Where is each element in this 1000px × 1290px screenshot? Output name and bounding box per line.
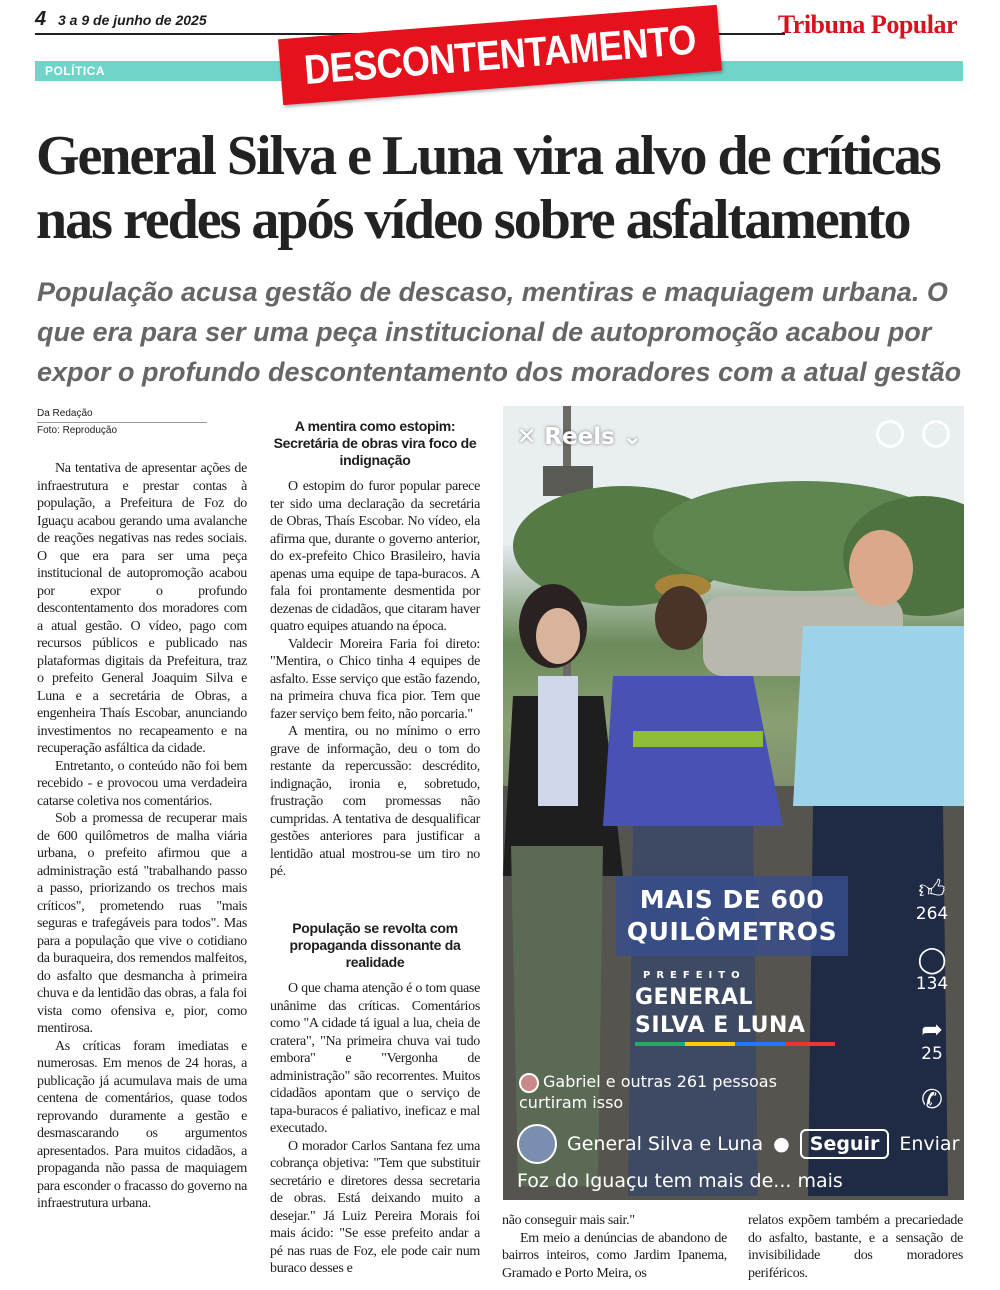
topic-stamp bbox=[278, 5, 722, 105]
avatar bbox=[519, 1073, 539, 1093]
profile-icon bbox=[922, 420, 950, 448]
article-column-2 bbox=[270, 478, 480, 881]
topic-stamp-text: DESCONTENTAMENTO bbox=[302, 15, 698, 94]
headline-line-1: General Silva e Luna vira alvo de críticas bbox=[36, 125, 940, 187]
search-icon bbox=[876, 420, 904, 448]
account-row bbox=[517, 1124, 959, 1164]
reels-top-icons bbox=[876, 420, 950, 448]
section-label: POLÍTICA bbox=[45, 64, 105, 78]
overlay-line-2: QUILÔMETROS bbox=[626, 917, 838, 946]
paragraph: A mentira, ou no mínimo o erro grave de informação, deu o tom do restante da repercussão: descrédito, indignação, ironia e, sobretudo, frustração com promessas não cumpridas. A tentativa de desqualificar gestões anteriores para justificar a lentidão atual mostrou-se um tiro no pé. bbox=[270, 724, 480, 879]
article-column-3 bbox=[502, 1212, 727, 1282]
article-photo bbox=[503, 406, 964, 1200]
whatsapp-icon: ✆ bbox=[921, 1085, 943, 1115]
byline-rule bbox=[37, 422, 207, 423]
photo-credit: Foto: Reprodução bbox=[37, 425, 118, 436]
liked-by bbox=[519, 1072, 849, 1112]
article-column-4 bbox=[748, 1212, 963, 1282]
paragraph: Em meio a denúncias de abandono de bairros inteiros, como Jardim Ipanema, Gramado e Porto Meira, os bbox=[502, 1230, 727, 1281]
paragraph: O estopim do furor popular parece ter sido uma declaração da secretária de Obras, Thaís Escobar. No vídeo, ela afirma que, durante o governo anterior, do ex-prefeito Chico Brasileiro, havia apenas uma equipe de tapa-buracos. A fala foi prontamente desmentida por dezenas de cidadãos, que citaram haver quatro equipes atuando na época. bbox=[270, 479, 480, 634]
byline: Da Redação bbox=[37, 408, 93, 419]
overlay-caption-box bbox=[616, 876, 848, 956]
paragraph: As críticas foram imediatas e numerosas. Em menos de 24 horas, a publicação já acumulava mais de uma centena de comentários, quase todos reprovando duramente a gestão e desmascarando os argumentos apresentados. Para muitos cidadãos, a propaganda não passa de maquiagem para esconder o fracasso do governo na infraestrutura urbana. bbox=[37, 1038, 247, 1211]
newspaper-brand: Tribuna Popular bbox=[777, 10, 957, 39]
reels-side-actions bbox=[912, 876, 952, 1114]
share-icon: ➦ bbox=[921, 1015, 943, 1045]
prefeito-label: PREFEITO bbox=[643, 970, 746, 981]
paragraph: relatos expõem também a precariedade do asfalto, bastante, e a sensação de invisibilidade dos moradores periféricos. bbox=[748, 1213, 963, 1281]
paragraph: não conseguir mais sair." bbox=[502, 1213, 635, 1228]
paragraph: O que chama atenção é o tom quase unânime das críticas. Comentários como "A cidade tá igual a lua, cheia de cratera", "Na primeira chuva vai tudo embora" e "Vergonha de administração" são recorrentes. Muitos cidadãos apontam que o serviço de tapa-buracos é paliativo, ineficaz e mal executado. bbox=[270, 981, 480, 1136]
issue-date: 3 a 9 de junho de 2025 bbox=[58, 12, 207, 28]
headline bbox=[36, 124, 966, 252]
reels-header: ✕ Reels ⌄ bbox=[517, 424, 643, 450]
subheadline: População acusa gestão de descaso, mentiras e maquiagem urbana. O que era para ser uma peça institucional de autopromoção acabou por expor o profundo descontentamento dos moradores com a atual gestão bbox=[37, 277, 962, 387]
mayor-name-line-2: SILVA E LUNA bbox=[635, 1013, 806, 1038]
mayor-name-logo bbox=[635, 984, 805, 1040]
reels-label: Reels bbox=[544, 424, 615, 450]
logo-color-stripe bbox=[635, 1042, 835, 1046]
paragraph: Na tentativa de apresentar ações de infraestrutura e prestar contas à população, a Prefeitura de Foz do Iguaçu acabou gerando uma avalanche de reações negativas nas redes sociais. O que era para ser uma peça institucional de autopromoção acabou por expor o profundo descontentamento dos moradores com a atual gestão. O vídeo, pago com recursos públicos e publicado nas plataformas digitais da Prefeitura, traz o prefeito General Joaquim Silva e Luna e a secretária de Obras, a engenheira Thaís Escobar, anunciando investimentos no recapeamento e na recuperação asfáltica da cidade. bbox=[37, 461, 247, 756]
reel-caption: Foz do Iguaçu tem mais de... mais bbox=[517, 1170, 843, 1192]
share-count: 25 bbox=[921, 1044, 943, 1064]
overlay-line-1: MAIS DE 600 bbox=[639, 885, 825, 914]
headline-line-2: nas redes após vídeo sobre asfaltamento bbox=[36, 189, 910, 251]
subheading-stopwatch: A mentira como estopim: Secretária de obras vira foco de indignação bbox=[273, 418, 477, 468]
comment-count: 134 bbox=[915, 974, 949, 994]
comment-icon: ◯ bbox=[917, 945, 947, 975]
article-column-1 bbox=[37, 460, 247, 1213]
article-column-2b bbox=[270, 980, 480, 1278]
paragraph: Sob a promessa de recuperar mais de 600 quilômetros de malha viária urbana, o prefeito afirmou que a administração está "trabalhando passo a passo, priorizando os trechos mais críticos", prometendo ruas "mais seguras e trafegáveis para todos". Mas para a população que vive o cotidiano da buraqueira, dos remendos malfeitos, do asfalto que desmancha à primeira chuva e da lentidão das obras, a fala foi vista como ofensiva e, pior, como mentirosa. bbox=[37, 811, 247, 1036]
liked-by-text: Gabriel e outras 261 pessoas curtiram isso bbox=[519, 1072, 777, 1112]
globe-icon: ● bbox=[773, 1133, 790, 1155]
avatar bbox=[517, 1124, 557, 1164]
send-label: Enviar bbox=[899, 1133, 960, 1155]
like-count: 264 bbox=[915, 904, 949, 924]
follow-button: Seguir bbox=[800, 1129, 890, 1159]
subheading-revolt: População se revolta com propaganda dissonante da realidade bbox=[289, 920, 461, 970]
account-name: General Silva e Luna bbox=[567, 1133, 764, 1155]
mayor-name-line-1: GENERAL bbox=[635, 985, 754, 1010]
page-number: 4 bbox=[35, 8, 47, 30]
like-icon: 👍︎ bbox=[918, 875, 946, 905]
paragraph: O morador Carlos Santana fez uma cobrança objetiva: "Tem que substituir secretário e diretores dessa secretaria de obras. Está deixando muito a desejar." Já Luiz Pereira Morais foi mais ácido: "Se esse prefeito andar a pé nas ruas de Foz, ele pode cair num buraco desses e bbox=[270, 1138, 480, 1276]
paragraph: Valdecir Moreira Faria foi direto: "Mentira, o Chico tinha 4 equipes de asfalto. Esse serviço que estão fazendo, na primeira chuva fica pior. Tem que fazer serviço bem feito, não porcaria." bbox=[270, 636, 480, 722]
paragraph: Entretanto, o conteúdo não foi bem recebido - e provocou uma verdadeira catarse coletiva nos comentários. bbox=[37, 758, 247, 809]
